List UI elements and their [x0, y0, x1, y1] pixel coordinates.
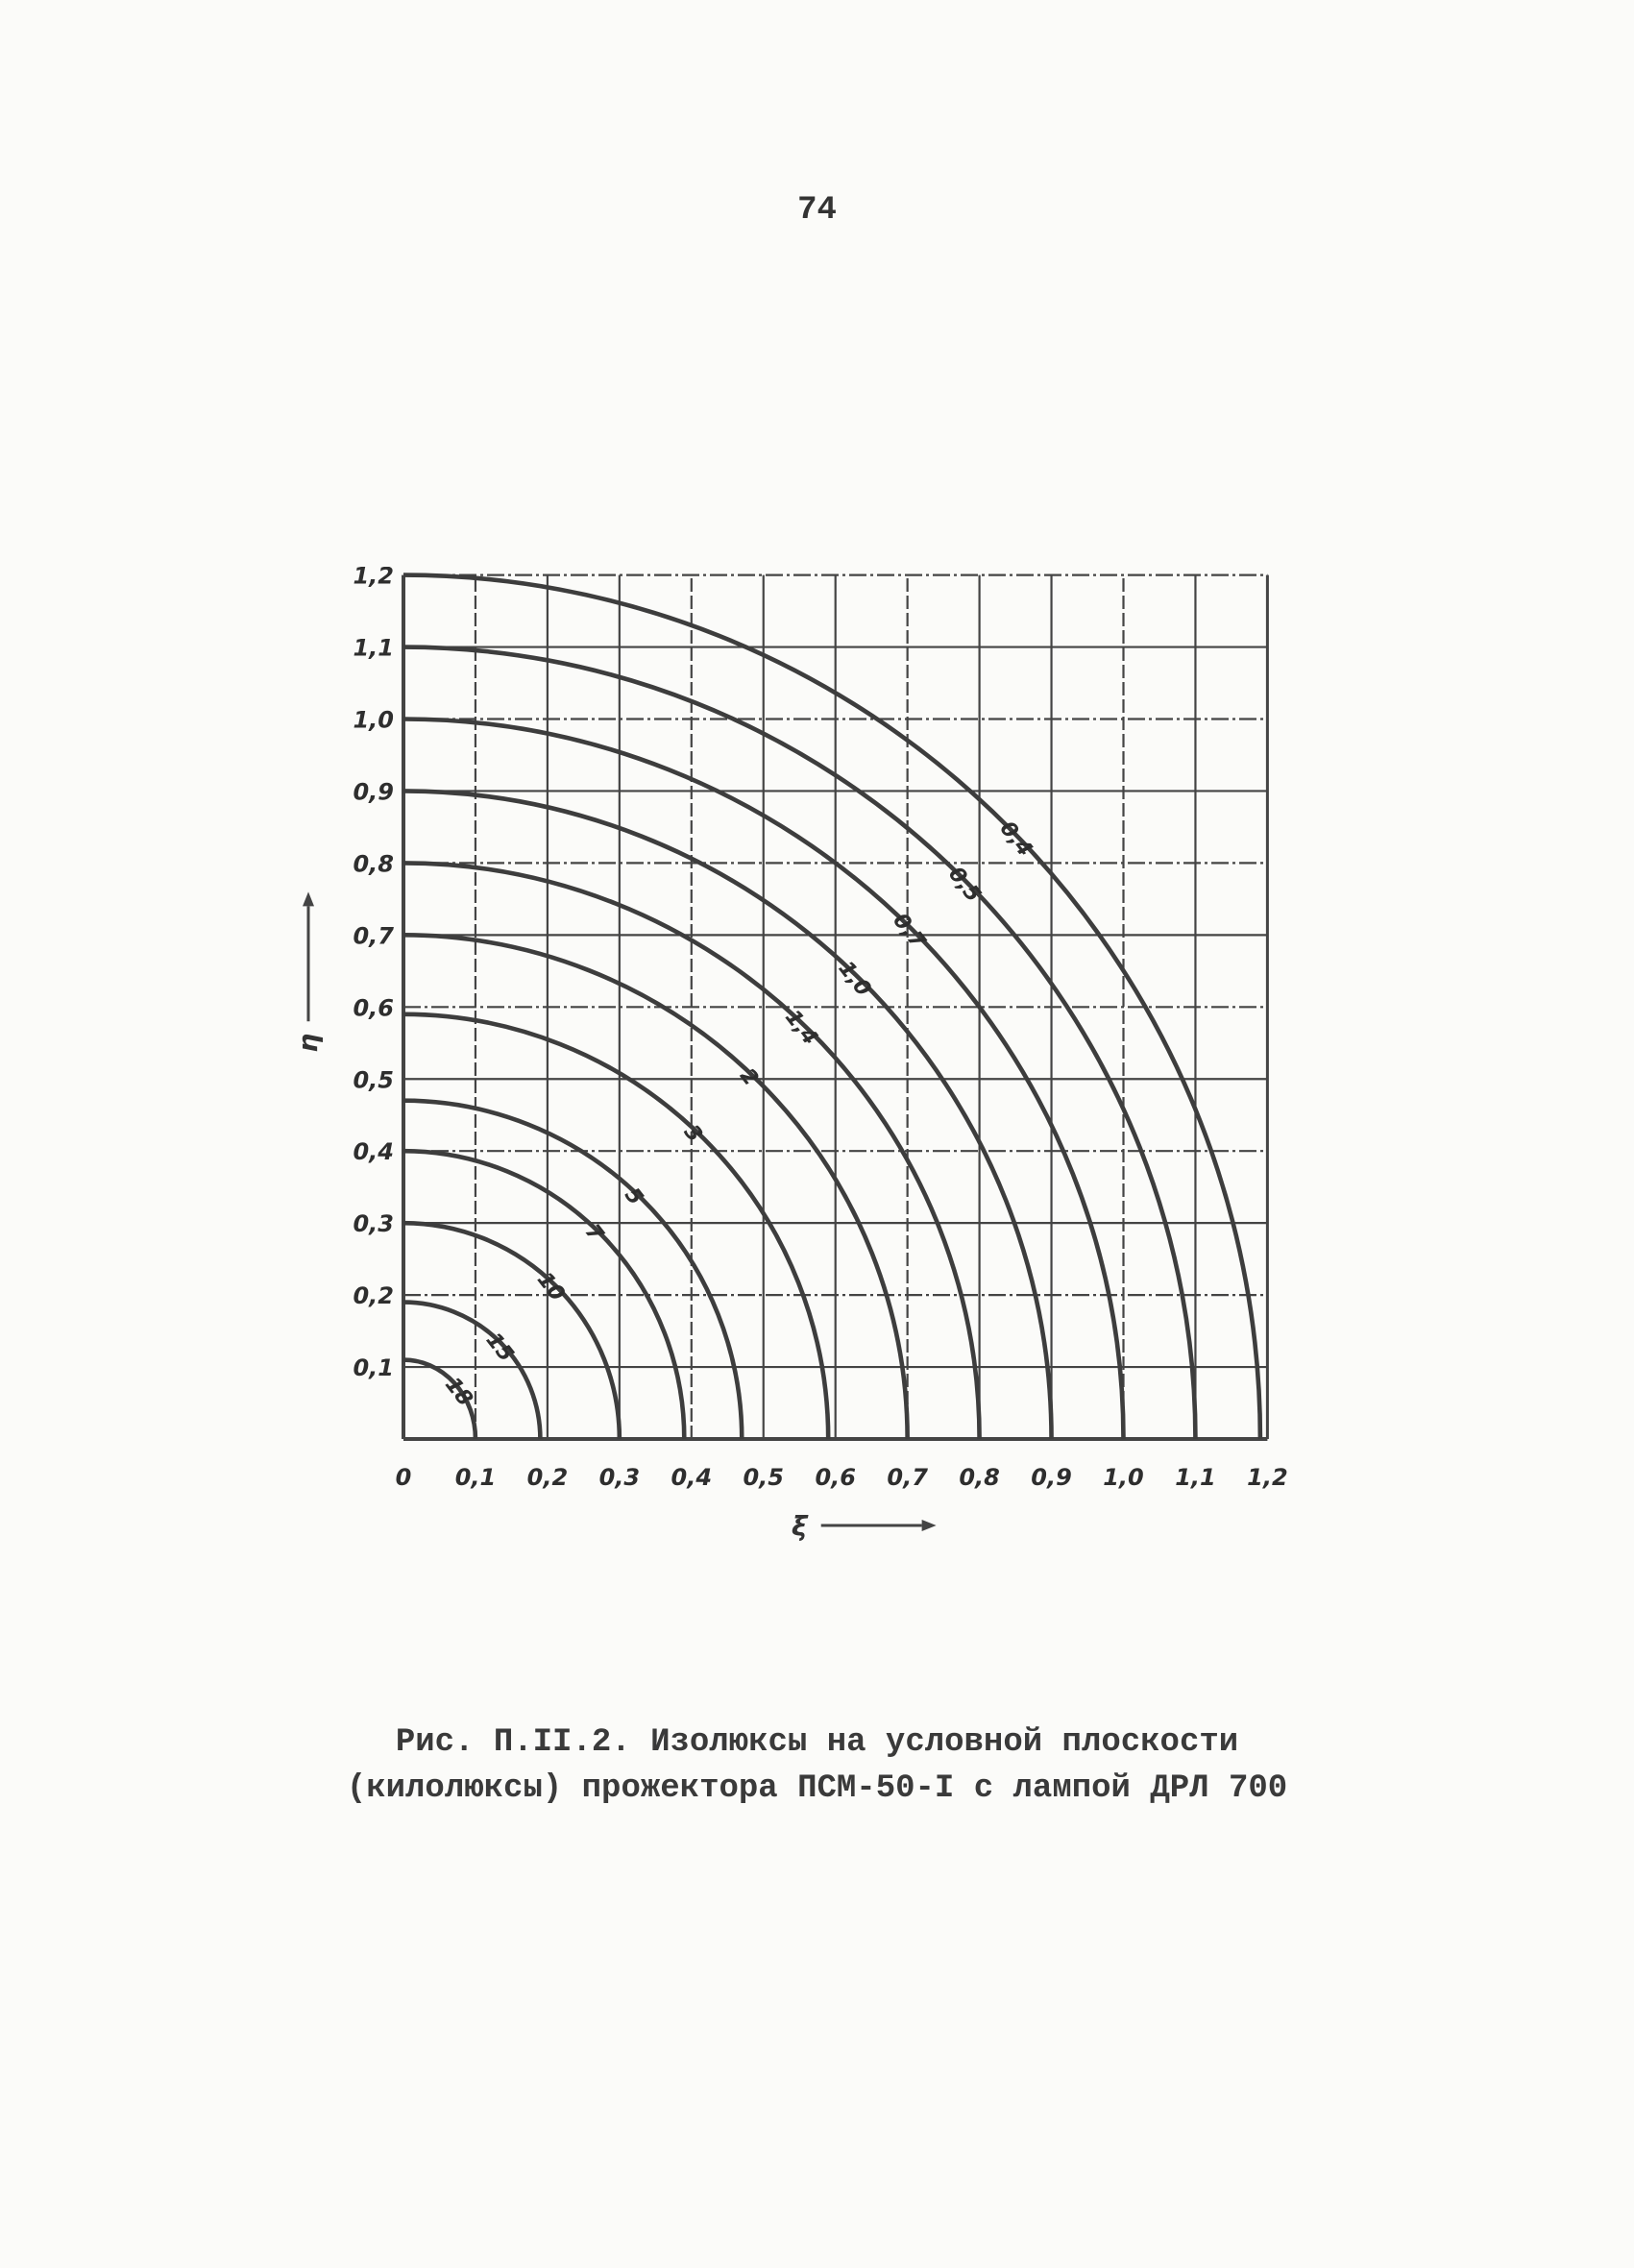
- y-tick-label: 0,4: [353, 1138, 394, 1166]
- isolux-curve: [403, 935, 908, 1439]
- isolux-label: 10: [531, 1267, 570, 1306]
- isolux-curve: [403, 1014, 828, 1439]
- y-tick-label: 1,2: [353, 567, 394, 590]
- y-tick-label: 0,1: [353, 1354, 394, 1382]
- x-tick-label: 0: [395, 1464, 412, 1491]
- x-tick-label: 0,9: [1031, 1464, 1072, 1491]
- isolux-chart: [288, 567, 1306, 1566]
- figure-caption: [0, 1719, 1634, 1812]
- isolux-label: 2: [734, 1063, 764, 1091]
- y-tick-label: 0,7: [353, 922, 394, 950]
- caption-line-2: (килолюксы) прожектора ПСМ-50-I с лампой ДРЛ 700: [346, 1770, 1288, 1807]
- x-tick-label: 0,1: [454, 1464, 497, 1491]
- caption-line-1: Рис. П.II.2. Изолюксы на условной плоскости: [395, 1724, 1239, 1761]
- x-tick-label: 0,4: [671, 1464, 713, 1491]
- x-tick-label: 1,2: [1247, 1464, 1288, 1491]
- isolux-label: 1,0: [833, 957, 876, 1002]
- isolux-label: 0,7: [888, 909, 930, 954]
- x-tick-label: 0,5: [743, 1464, 785, 1491]
- y-tick-label: 1,1: [353, 634, 394, 662]
- y-tick-labels: [353, 567, 394, 1381]
- x-tick-label: 0,8: [959, 1464, 1000, 1491]
- y-tick-label: 0,6: [353, 994, 394, 1022]
- isolux-label: 3: [678, 1120, 707, 1147]
- chart-grid: [403, 575, 1267, 1439]
- x-tick-label: 1,0: [1103, 1464, 1144, 1491]
- isolux-label: 0,5: [942, 862, 986, 907]
- page-number: 74: [797, 192, 837, 229]
- y-tick-label: 1,0: [353, 706, 394, 734]
- x-tick-label: 0,6: [815, 1464, 856, 1491]
- x-tick-label: 1,1: [1175, 1464, 1216, 1491]
- y-axis-arrowhead: [303, 891, 314, 906]
- y-tick-label: 0,9: [353, 778, 394, 806]
- x-tick-label: 0,7: [887, 1464, 928, 1491]
- y-tick-label: 0,8: [353, 850, 394, 878]
- x-tick-label: 0,3: [598, 1464, 641, 1491]
- y-axis-label: η: [292, 1033, 324, 1053]
- isolux-labels: [440, 817, 1036, 1411]
- isolux-label: 15: [480, 1328, 519, 1367]
- x-axis-arrowhead: [922, 1520, 937, 1531]
- y-tick-label: 0,2: [353, 1282, 394, 1310]
- y-tick-label: 0,3: [353, 1210, 394, 1238]
- y-tick-label: 0,5: [353, 1066, 394, 1094]
- isolux-curve: [403, 1223, 620, 1439]
- isolux-label: 7: [579, 1219, 608, 1247]
- isolux-label: 1,4: [780, 1005, 822, 1050]
- x-axis-label: ξ: [791, 1510, 808, 1542]
- isolux-label: 5: [619, 1183, 647, 1210]
- x-tick-label: 0,2: [526, 1464, 569, 1491]
- isolux-label: 18: [439, 1373, 477, 1411]
- x-tick-labels: [396, 1464, 1288, 1491]
- isolux-label: 0,4: [994, 817, 1037, 862]
